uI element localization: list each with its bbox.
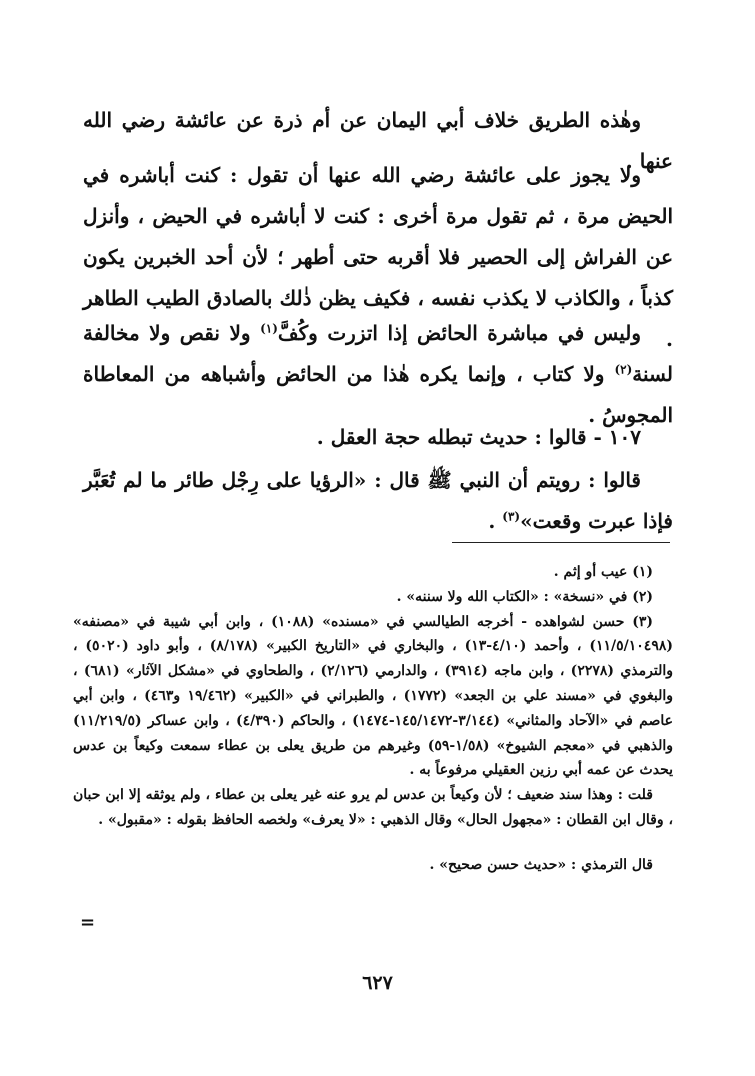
text-segment: ولا كتاب ، وإنما يكره هٰذا من الحائض وأشباهه من المعاطاة المجوسُ . [83, 362, 673, 427]
text-segment: ولا نقص ولا مخالفة لسنة [83, 321, 673, 386]
footnote-ref-3: (٣) [502, 509, 521, 524]
main-text-paragraph-5 [83, 460, 673, 542]
page-number: ٦٢٧ [362, 972, 393, 994]
footnote-divider [452, 542, 670, 543]
paragraph-text: ولا يجوز على عائشة رضي الله عنها أن تقول : كنت أباشره في الحيض مرة ، ثم تقول مرة أخرى : كنت لا أباشره في الحيض ، وأنزل عن الفراش إلى الحصير فلا أقربه حتى أطهر ؛ لأن أحد الخبرين يكون كذباً ، والكاذب لا يكذب نفسه ، فكيف يظن ذٰلك بالصادق الطيب الطاهر . [83, 163, 673, 351]
footnote-1: (١) عيب أو إثم . [553, 564, 653, 580]
footnote-3-commentary: قلت : وهذا سند ضعيف ؛ لأن وكيعاً بن عدس لم يرو عنه غير يعلى بن عطاء ، ولم يوثقه إلا ابن حبان ، وقال ابن القطان : «مجهول الحال» وقال الذهبي : «لا يعرف» ولخصه الحافظ بقوله : «مقبول» . [73, 787, 673, 828]
text-segment: قالوا : رويتم أن النبي ﷺ قال : «الرؤيا على رِجْل طائر ما لم تُعَبَّر فإذا عبرت وقعت» [83, 468, 673, 533]
continuation-mark: = [80, 912, 96, 933]
footnote-ref-2: (٢) [614, 362, 633, 377]
footnote-3-tirmidhi: قال الترمذي : «حديث حسن صحيح» . [429, 856, 653, 873]
footnote-ref-1: (١) [260, 321, 278, 336]
footnotes [73, 560, 673, 878]
footnote-2: (٢) في «نسخة» : «الكتاب الله ولا سننه» . [396, 588, 653, 605]
text-segment: . [488, 509, 503, 533]
footnote-3: (٣) حسن لشواهده - أخرجه الطيالسي في «مسنده» (١٠٨٨) ، وابن أبي شيبة في «مصنفه» (١١/٥/١٠٤٩٨) ، وأحمد (٤/١٠-١٣) ، والبخاري في «التاريخ الكبير» (٨/١٧٨) ، وأبو داود (٥٠٢٠) ، والترمذي (٢٢٧٨) ، وابن ماجه (٣٩١٤) ، والدارمي (٢/١٢٦) ، والطحاوي في «مشكل الآثار» (٦٨١) ، والبغوي في «مسند علي بن الجعد» (١٧٧٢) ، والطبراني في «الكبير» (١٩/٤٦٢ و٤٦٣) ، وابن أبي عاصم في «الآحاد والمثاني» (٣/١٤٤-١٤٥/١٤٧٢-١٤٧٤) ، والحاكم (٤/٣٩٠) ، وابن عساكر (١١/٢١٩/٥) والذهبي في «معجم الشيوخ» (١/٥٨-٥٩) وغيرهم من طريق يعلى بن عطاء سمعت وكيعاً بن عدس يحدث عن عمه أبي رزين العقيلي مرفوعاً به . [73, 613, 674, 779]
paragraph-text [83, 460, 673, 542]
paragraph-text: وهٰذه الطريق خلاف أبي اليمان عن أم ذرة عن عائشة رضي الله عنها . [83, 108, 673, 173]
section-heading-107 [83, 417, 673, 458]
heading-text: ١٠٧ - قالوا : حديث تبطله حجة العقل . [316, 425, 641, 449]
text-segment: وليس في مباشرة الحائض إذا اتزرت وكُفَّ [277, 321, 641, 345]
